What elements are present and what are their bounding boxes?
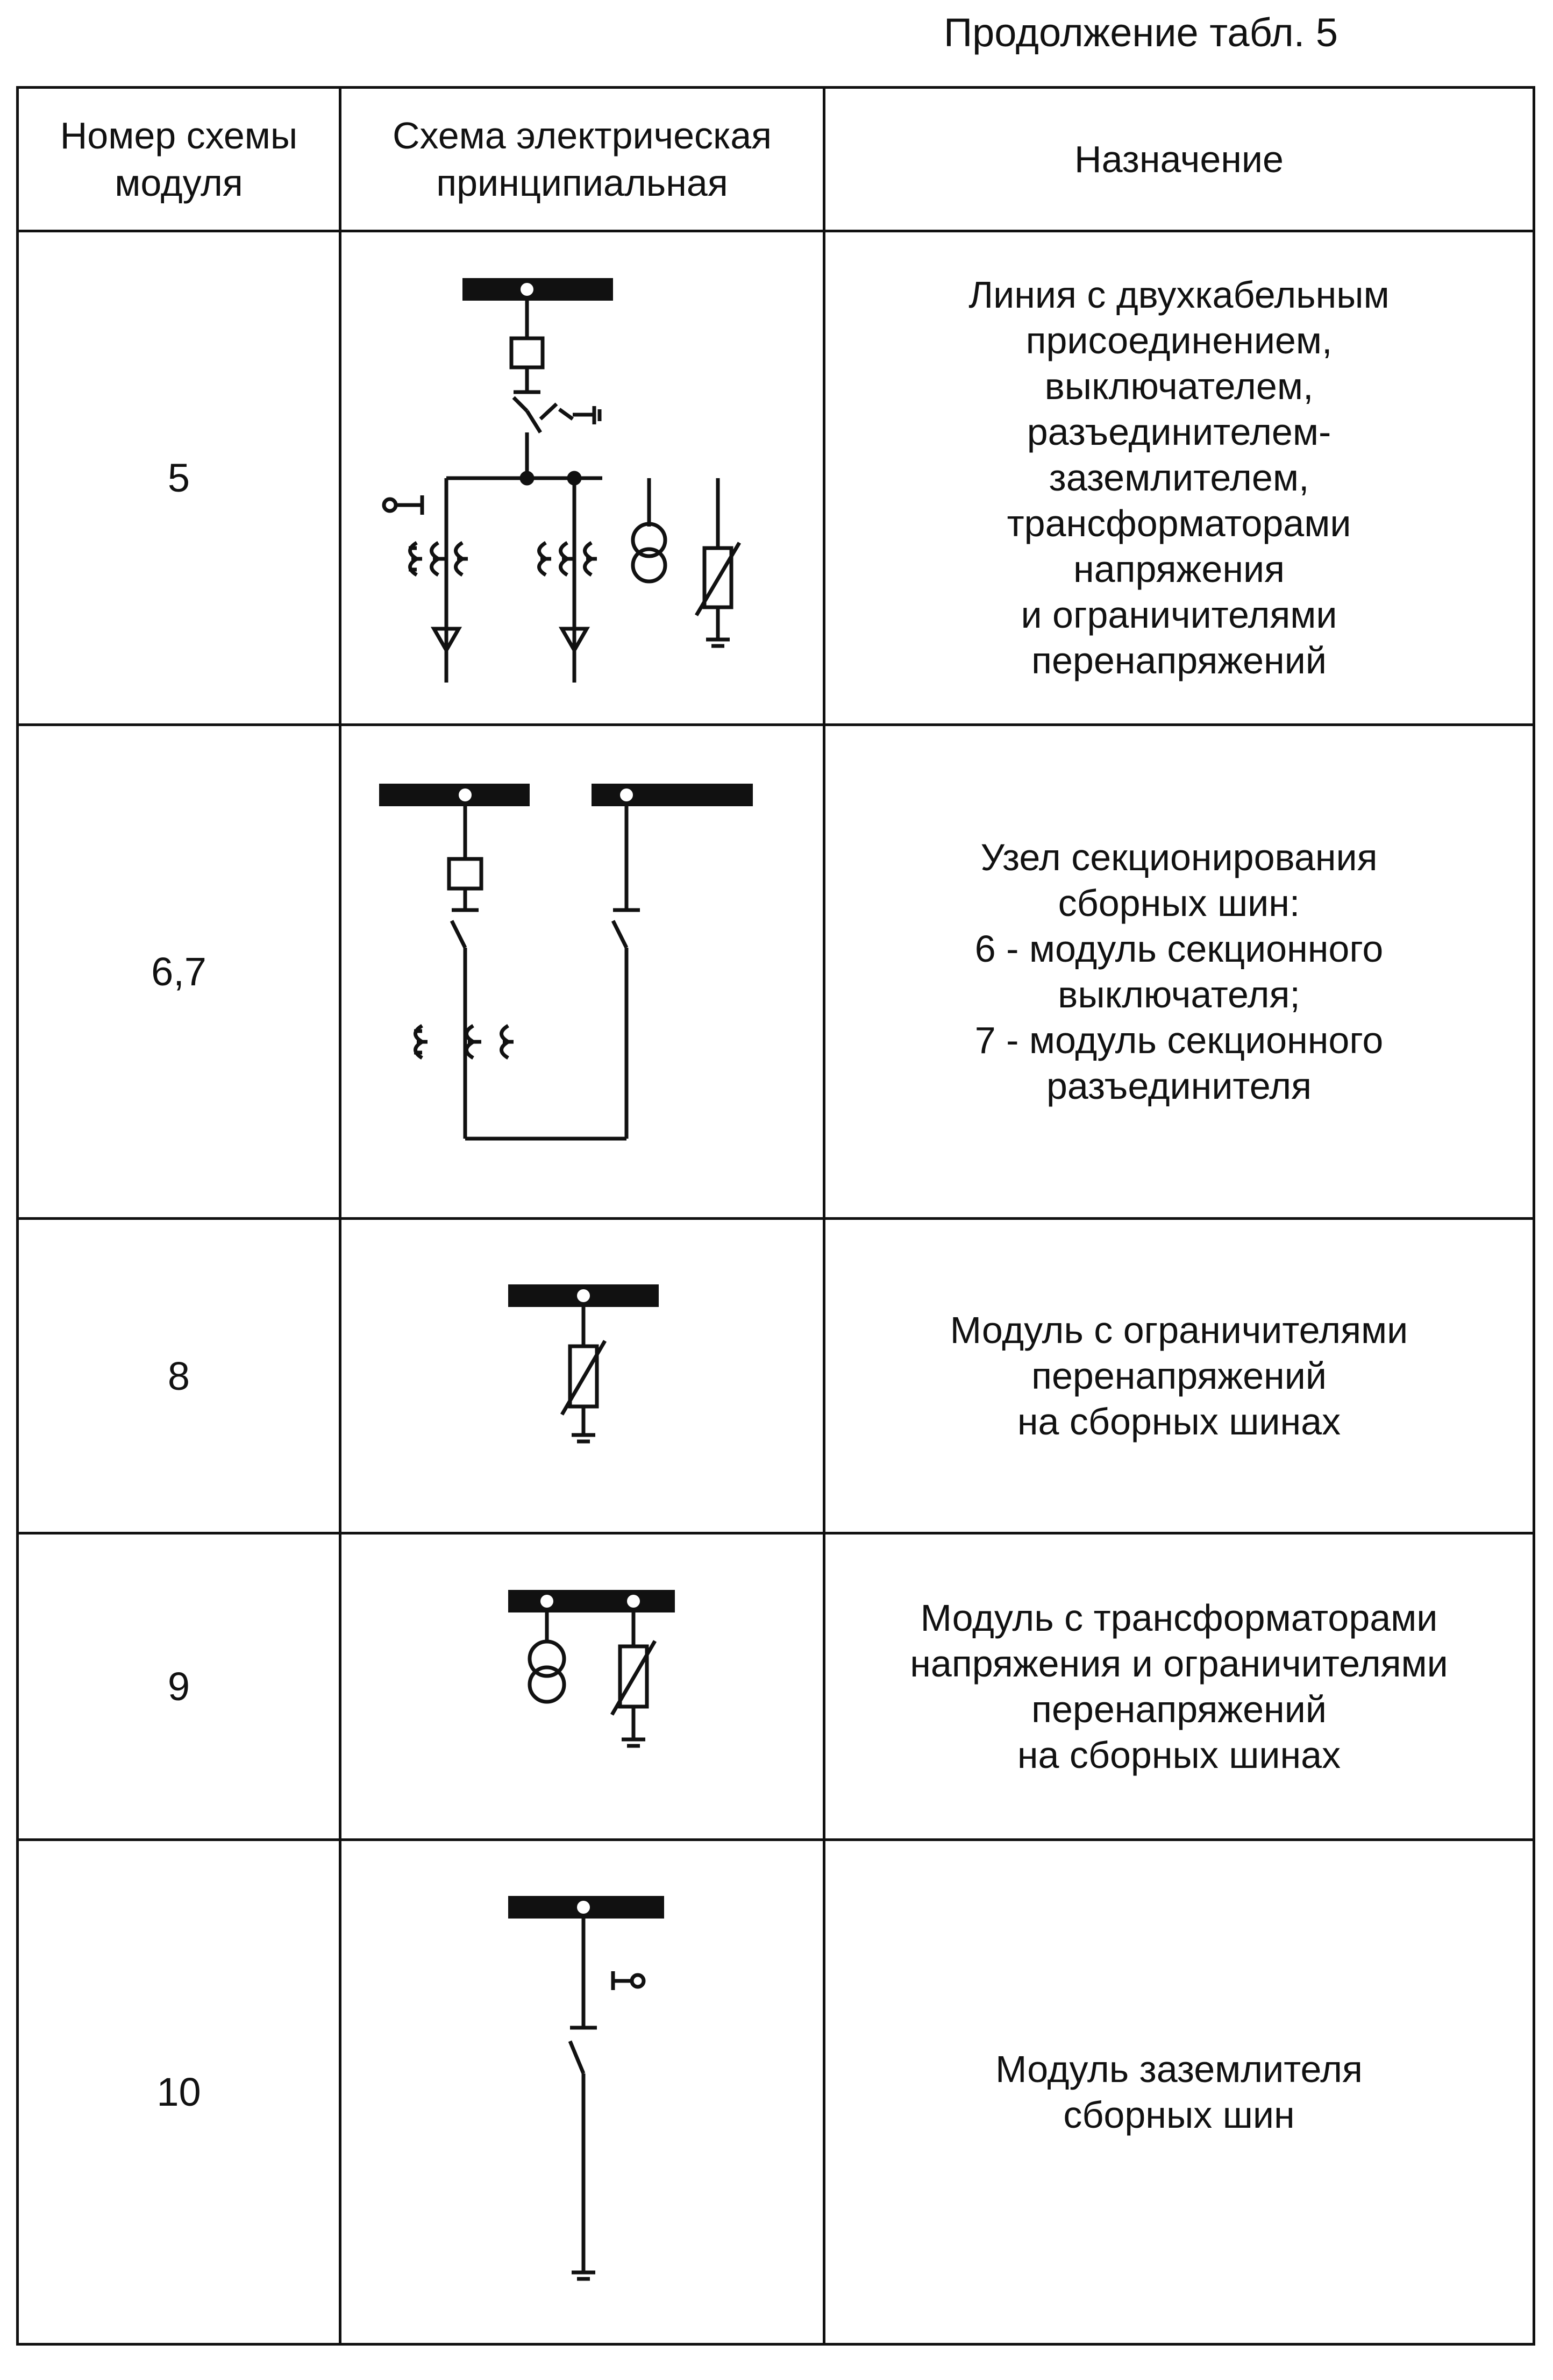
- circuit-diagram-icon: [341, 1842, 825, 2342]
- scheme-diagram-8: [340, 1219, 824, 1533]
- scheme-number: 8: [18, 1219, 340, 1533]
- table-row: [18, 1840, 1534, 2345]
- scheme-diagram-6-7: [340, 725, 824, 1219]
- table-row: [18, 231, 1534, 725]
- scheme-number: 9: [18, 1533, 340, 1840]
- scheme-purpose: Узел секционирования сборных шин: 6 - модуль секционного выключателя; 7 - модуль секционного разъединителя: [824, 725, 1534, 1219]
- scheme-diagram-5: [340, 231, 824, 725]
- header-row: [18, 88, 1534, 231]
- header-number: Номер схемы модуля: [18, 88, 340, 231]
- header-purpose: Назначение: [824, 88, 1534, 231]
- scheme-purpose: Модуль с трансформаторами напряжения и ограничителями перенапряжений на сборных шинах: [824, 1533, 1534, 1840]
- scheme-purpose: Модуль заземлителя сборных шин: [824, 1840, 1534, 2345]
- scheme-purpose: Линия с двухкабельным присоединением, выключателем, разъединителем- заземлителем, трансформаторами напряжения и ограничителями перенапряжений: [824, 231, 1534, 725]
- table-caption: Продолжение табл. 5: [943, 10, 1338, 55]
- scheme-number: 10: [18, 1840, 340, 2345]
- table-row: [18, 725, 1534, 1219]
- scheme-number: 6,7: [18, 725, 340, 1219]
- header-scheme: Схема электрическая принципиальная: [340, 88, 824, 231]
- circuit-diagram-icon: [341, 1220, 825, 1532]
- modules-table: [16, 86, 1535, 2346]
- table-row: [18, 1533, 1534, 1840]
- scheme-diagram-10: [340, 1840, 824, 2345]
- circuit-diagram-icon: [341, 236, 825, 720]
- scheme-purpose: Модуль с ограничителями перенапряжений на сборных шинах: [824, 1219, 1534, 1533]
- circuit-diagram-icon: [341, 1536, 825, 1837]
- scheme-number: 5: [18, 231, 340, 725]
- table-row: [18, 1219, 1534, 1533]
- scheme-diagram-9: [340, 1533, 824, 1840]
- circuit-diagram-icon: [341, 730, 825, 1214]
